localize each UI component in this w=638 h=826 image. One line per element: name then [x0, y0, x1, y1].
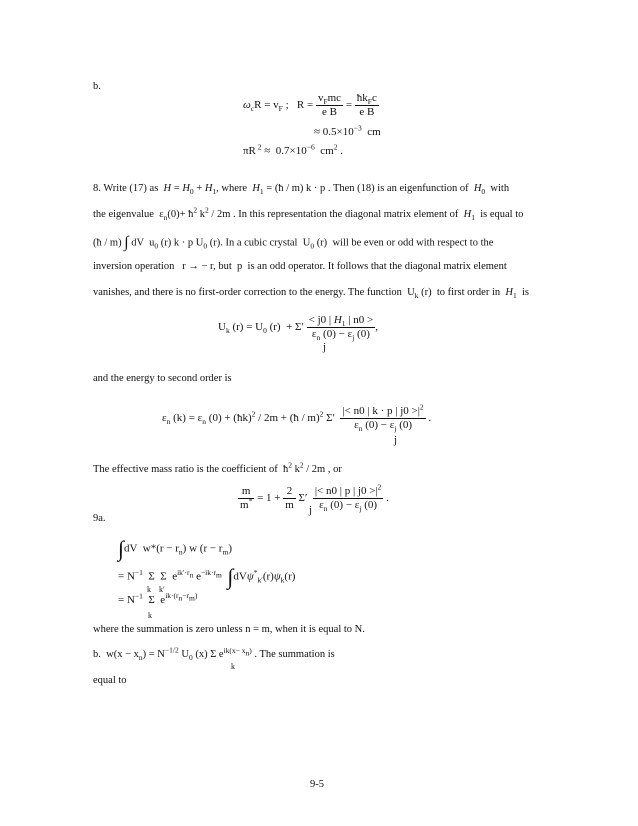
area-value: πR $^2 \approx 0.7\times 10^{-6}$ $cm^2$ . — [243, 142, 343, 157]
problem-9a-label: 9a. — [93, 513, 106, 524]
problem-8-line-1: 8. Write (17) as $H = H_0 + H_1$, where $H_1$ = (ħ / m) k · p . Then (18) is an eigenfunction of $H_0$ with — [93, 183, 510, 197]
sum-index-j-3: j — [309, 504, 313, 516]
part-b-label: b. — [93, 81, 101, 92]
wannier-integral-line-2: = $N^{-1}$ Σ Σ $e^{ik'\cdot r_n}$ $e^{-ik\cdot r_m}$ $\int dV\psi^*_{k'}(r)\psi_k(r)$ — [118, 564, 296, 589]
problem-8-line-3: (ħ / m) ∫ dV $u_0$ (r) k · p $U_0$ (r). In a cubic crystal $U_0$ (r) will be even or odd with respect to the — [93, 234, 494, 251]
effective-mass-intro: The effective mass ratio is the coefficient of $ħ^2$ $k^2 / 2m$ , or — [93, 460, 342, 475]
problem-8-line-4: inversion operation r → − r, but p is an odd operator. It follows that the diagonal matrix element — [93, 261, 507, 272]
sum-indices-k-kprime: k k′ — [147, 585, 165, 594]
sum-index-j-1: j — [323, 341, 327, 353]
sum-index-k-2: k — [231, 662, 235, 671]
effective-mass-equation: $\frac{m}{m^*}$ = 1 + $\frac{2}{m}$ Σ′ $\frac{|< n0 | p | j0 >|^2}{\varepsilon_n (0) - \varepsilon_j (0)}$ . — [240, 482, 389, 514]
summation-note: where the summation is zero unless n = m, when it is equal to N. — [93, 624, 365, 635]
problem-8-line-5: vanishes, and there is no first-order correction to the energy. The function $U_k$ (r) to first order in $H_1$ is — [93, 287, 529, 301]
cyclotron-radius-equation: $\omega_cR = v_F$ ; R = $\frac{v_Fmc}{\text{e B}}$ = $\frac{ħk_Fc}{\text{e B}}$ — [243, 92, 377, 118]
wannier-integral-line-1: ∫dV $w*(r - r_n)$ w $(r - r_m)$ — [118, 536, 232, 561]
first-order-wavefunction-equation: $U_k$ $(r) = U_0$ (r) + Σ′ $\frac{< j0 | H_1 | n0 >}{\varepsilon_n (0) - \varepsilon_j (0)}$ , — [218, 314, 378, 343]
second-order-energy-equation: $\varepsilon_n$ $(k) = \varepsilon_n$ (0) + (ħk)$^2$ / 2m + (ħ / m)$^2$ Σ′ $\frac{|< n0 | k \cdot p | j0 >|^2}{\varepsilon_n (0) - \varepsilon_j (0)}$ . — [162, 402, 432, 434]
sum-index-k: k — [148, 611, 152, 620]
problem-9b-end: equal to — [93, 675, 127, 686]
page-number: 9-5 — [310, 779, 324, 790]
wannier-integral-line-3: = $N^{-1}$ Σ $e^{ik\cdot(r_n-r_m)}$ — [118, 591, 198, 606]
problem-9b-line: b. $w(x - x_n) = N^{-1/2}$ $U_0$ (x) Σ $e^{ik(x- x_n)}$ . The summation is — [93, 645, 335, 663]
sum-index-j-2: j — [394, 434, 398, 446]
problem-8-line-2: the eigenvalue $\varepsilon_n(0)+$ $ħ^2$ $k^2 / 2m$ . In this representation the diagonal matrix element of $H_1$ is equal to — [93, 205, 524, 223]
energy-intro: and the energy to second order is — [93, 373, 232, 384]
radius-value: ≈ $0.5\times 10^{-3}$ cm — [314, 123, 381, 138]
